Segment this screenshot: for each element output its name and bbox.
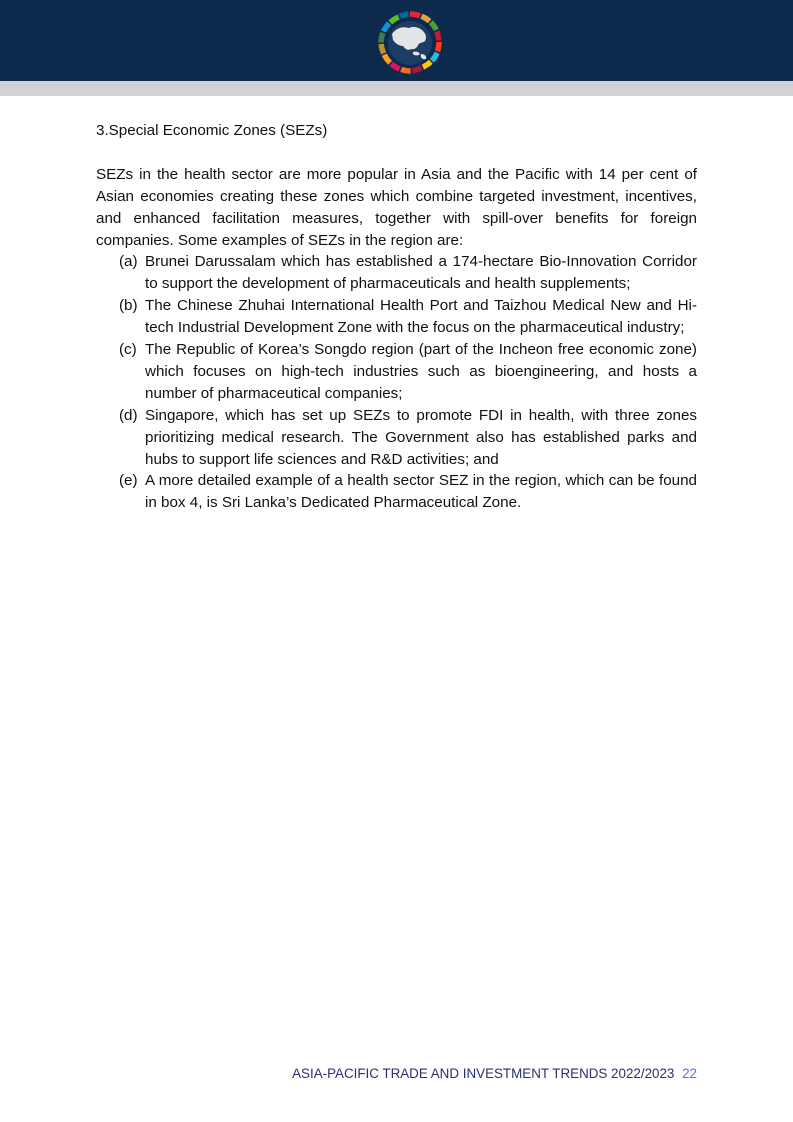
intro-paragraph: SEZs in the health sector are more popular in Asia and the Pacific with 14 per cent of Asian economies creating these zones which combine targeted investment, incentives, and enhanced facilitation measures, together with spill-over benefits for foreign companies. Some examples of SEZs in the region are:: [96, 165, 697, 249]
sez-example-list: [96, 251, 697, 514]
list-marker: (e): [119, 472, 138, 490]
list-item-text: The Chinese Zhuhai International Health Port and Taizhou Medical New and Hi-tech Industrial Development Zone with the focus on the pharmaceutical industry;: [145, 297, 697, 337]
main-content: [96, 120, 697, 514]
header-stripe: [0, 81, 793, 96]
list-marker: (d): [119, 406, 138, 424]
section-heading: 3.Special Economic Zones (SEZs): [96, 122, 328, 139]
page-number: 22: [682, 1066, 697, 1081]
list-item-text: The Republic of Korea’s Songdo region (part of the Incheon free economic zone) which focuses on high-tech industries such as bioengineering, and hosts a number of pharmaceutical companies;: [145, 341, 697, 402]
list-item-text: A more detailed example of a health sector SEZ in the region, which can be found in box 4, is Sri Lanka’s Dedicated Pharmaceutical Zone.: [145, 472, 697, 512]
list-item-text: Brunei Darussalam which has established a 174-hectare Bio-Innovation Corridor to support the development of pharmaceuticals and health supplements;: [145, 253, 697, 293]
list-marker: (c): [119, 341, 137, 359]
list-marker: (b): [119, 297, 138, 315]
list-item: [96, 295, 697, 339]
list-item-text: Singapore, which has set up SEZs to promote FDI in health, with three zones prioritizing medical research. The Government also has established parks and hubs to support life sciences and R&D activities; and: [145, 406, 697, 468]
list-marker: (a): [119, 253, 138, 271]
list-item: [96, 251, 697, 295]
list-item: [96, 470, 697, 514]
asia-pacific-globe-sdg-wheel-icon: [377, 10, 443, 76]
list-item: [96, 339, 697, 405]
page-footer: [292, 1066, 697, 1081]
list-item: [96, 405, 697, 471]
footer-title: ASIA-PACIFIC TRADE AND INVESTMENT TRENDS 2022/2023: [292, 1066, 675, 1081]
